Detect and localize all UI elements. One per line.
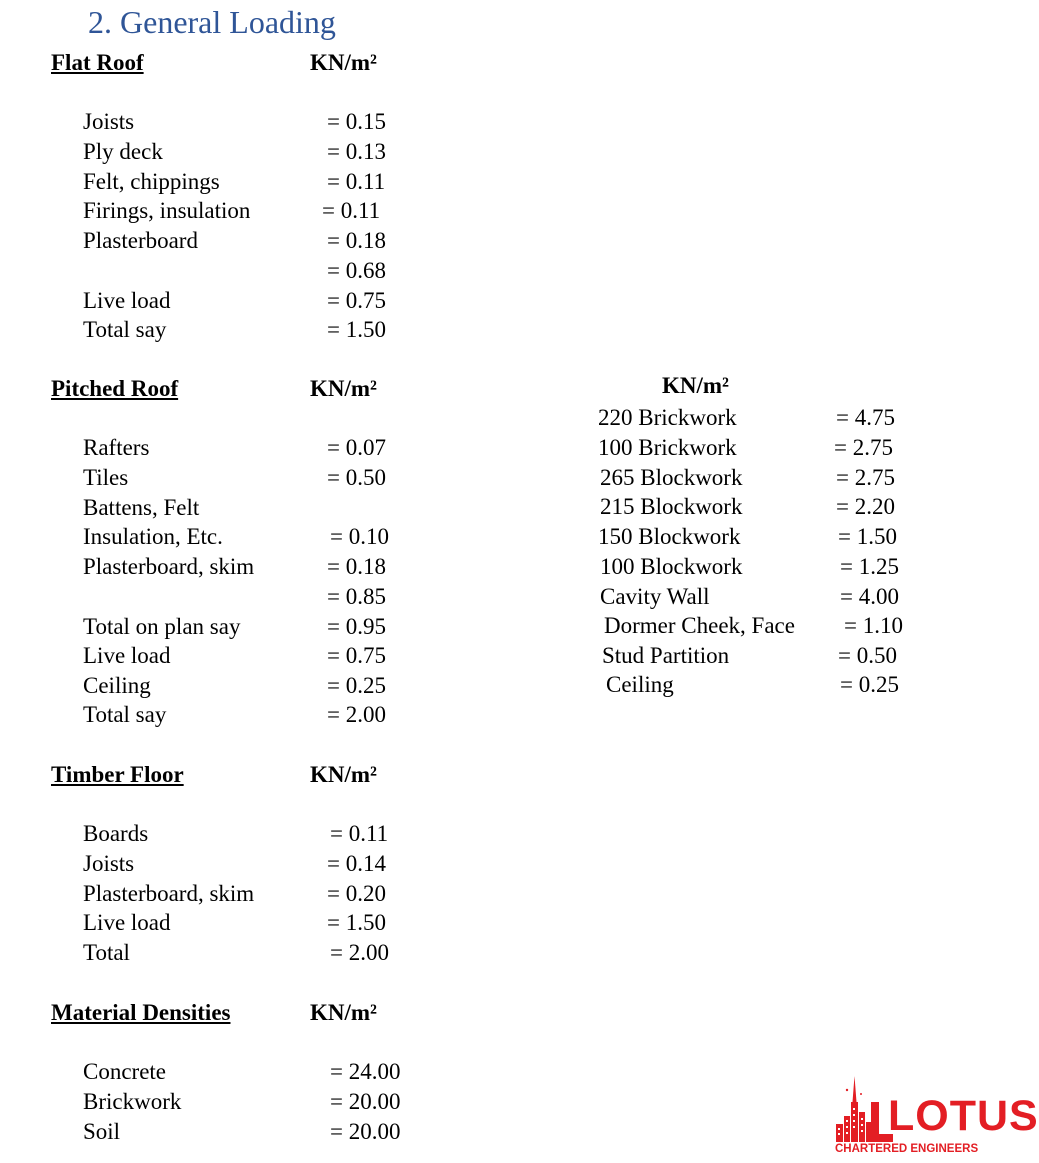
item-value: = 0.68: [327, 258, 386, 283]
item-label: Dormer Cheek, Face: [604, 613, 795, 638]
item-label: 265 Blockwork: [600, 465, 743, 490]
item-value: = 0.95: [327, 614, 386, 639]
item-label: Ceiling: [606, 672, 674, 697]
item-value: = 0.14: [327, 851, 386, 876]
section-unit: KN/m²: [310, 376, 377, 401]
section-heading: Pitched Roof: [51, 376, 179, 401]
list-item: [0, 554, 500, 584]
section-unit: KN/m²: [662, 373, 729, 398]
list-item: [0, 643, 500, 673]
list-item: [598, 494, 928, 524]
item-value: = 1.50: [838, 524, 897, 549]
item-value: = 1.25: [840, 554, 899, 579]
item-value: = 20.00: [330, 1119, 401, 1144]
item-value: = 0.50: [327, 465, 386, 490]
item-label: 100 Brickwork: [598, 435, 737, 460]
list-item: [598, 672, 928, 702]
item-value: = 0.20: [327, 881, 386, 906]
item-value: = 4.00: [840, 584, 899, 609]
list-item: [0, 851, 500, 881]
item-value: = 0.11: [327, 169, 386, 194]
item-value: = 1.10: [844, 613, 903, 638]
list-item: [598, 613, 928, 643]
list-item: [0, 524, 500, 554]
list-item: [0, 139, 500, 169]
item-value: = 0.10: [330, 524, 389, 549]
list-item: [0, 1059, 500, 1089]
item-label: Rafters: [83, 435, 150, 460]
item-label: Firings, insulation: [83, 198, 251, 223]
list-item: [0, 584, 500, 614]
list-item: [0, 673, 500, 703]
item-value: = 1.50: [327, 910, 386, 935]
list-item: [598, 524, 928, 554]
item-label: Joists: [83, 851, 135, 876]
item-label: Cavity Wall: [600, 584, 710, 609]
list-item: [0, 198, 500, 228]
item-label: 220 Brickwork: [598, 405, 737, 430]
list-item: [598, 643, 928, 673]
list-item: [0, 228, 500, 258]
item-value: = 4.75: [836, 405, 895, 430]
list-item: [0, 1119, 500, 1149]
list-item: [0, 288, 500, 318]
item-label: Live load: [83, 288, 171, 313]
list-item: [598, 554, 928, 584]
list-item: [0, 317, 500, 347]
list-item: [0, 258, 500, 288]
item-label: Live load: [83, 643, 171, 668]
list-item: [598, 584, 928, 614]
list-item: [0, 465, 500, 495]
item-value: = 0.18: [327, 554, 386, 579]
list-item: [598, 435, 928, 465]
item-label: Live load: [83, 910, 171, 935]
list-item: [0, 910, 500, 940]
item-value: = 0.85: [327, 584, 386, 609]
item-value: = 0.11: [330, 821, 389, 846]
section-heading: Timber Floor: [51, 762, 184, 787]
item-label: Concrete: [83, 1059, 167, 1084]
item-label: Total say: [83, 702, 167, 727]
section-unit: KN/m²: [310, 762, 377, 787]
item-label: Insulation, Etc.: [83, 524, 223, 549]
list-item: [598, 405, 928, 435]
item-label: Plasterboard: [83, 228, 198, 253]
item-value: = 2.00: [327, 702, 386, 727]
item-value: = 0.50: [838, 643, 897, 668]
item-label: 100 Blockwork: [600, 554, 743, 579]
item-value: = 0.25: [327, 673, 386, 698]
list-item: [0, 821, 500, 851]
item-value: = 0.75: [327, 643, 386, 668]
item-value: = 20.00: [330, 1089, 401, 1114]
item-value: = 0.13: [327, 139, 386, 164]
item-label: Tiles: [83, 465, 129, 490]
list-item: [0, 169, 500, 199]
list-item: [0, 1089, 500, 1119]
item-label: Stud Partition: [602, 643, 730, 668]
item-value: = 0.25: [840, 672, 899, 697]
item-label: Plasterboard, skim: [83, 881, 255, 906]
item-label: Total: [83, 940, 130, 965]
list-item: [598, 465, 928, 495]
section-unit: KN/m²: [310, 50, 377, 75]
section-unit: KN/m²: [310, 1000, 377, 1025]
section-heading: Material Densities: [51, 1000, 231, 1025]
logo-tagline: CHARTERED ENGINEERS: [835, 1143, 979, 1155]
item-value: = 2.75: [834, 435, 893, 460]
item-value: = 0.75: [327, 288, 386, 313]
item-label: Total on plan say: [83, 614, 241, 639]
item-label: Total say: [83, 317, 167, 342]
item-value: = 2.20: [836, 494, 895, 519]
item-label: Battens, Felt: [83, 495, 200, 520]
list-item: [0, 435, 500, 465]
item-value: = 0.15: [327, 109, 386, 134]
item-value: = 1.50: [327, 317, 386, 342]
item-label: Brickwork: [83, 1089, 182, 1114]
item-label: 215 Blockwork: [600, 494, 743, 519]
list-item: [0, 614, 500, 644]
item-label: Soil: [83, 1119, 121, 1144]
item-label: Felt, chippings: [83, 169, 220, 194]
item-value: = 24.00: [330, 1059, 401, 1084]
item-value: = 2.00: [330, 940, 389, 965]
item-value: = 0.11: [322, 198, 381, 223]
list-item: [0, 940, 500, 970]
item-label: Boards: [83, 821, 149, 846]
item-value: = 0.18: [327, 228, 386, 253]
item-value: = 0.07: [327, 435, 386, 460]
item-label: 150 Blockwork: [598, 524, 741, 549]
list-item: [0, 881, 500, 911]
page-title: 2. General Loading: [88, 4, 336, 40]
logo-wordmark: LOTUS: [888, 1092, 1039, 1140]
item-label: Joists: [83, 109, 135, 134]
item-label: Plasterboard, skim: [83, 554, 255, 579]
item-value: = 2.75: [836, 465, 895, 490]
list-item: [0, 702, 500, 732]
list-item: [0, 495, 500, 525]
list-item: [0, 109, 500, 139]
section-heading: Flat Roof: [51, 50, 144, 75]
item-label: Ceiling: [83, 673, 151, 698]
company-logo: [833, 1072, 1039, 1158]
item-label: Ply deck: [83, 139, 163, 164]
